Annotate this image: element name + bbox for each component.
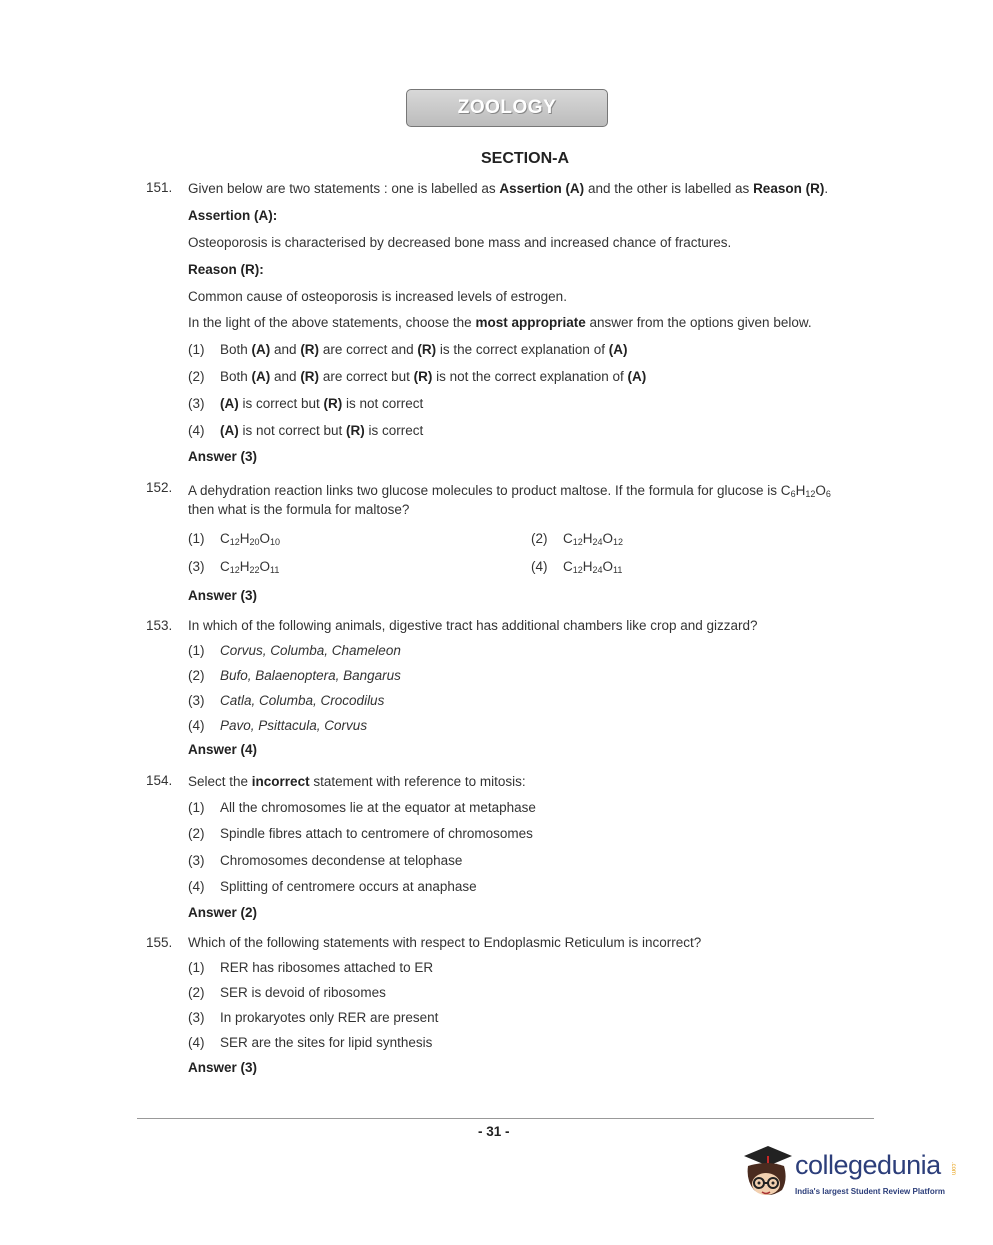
q151-option-3: (3) (A) is correct but (R) is not correct — [188, 396, 424, 411]
q155-answer: Answer (3) — [188, 1060, 258, 1075]
q152-number: 152. — [146, 480, 173, 495]
q151-reason-label: Reason (R): — [188, 262, 264, 277]
logo-tagline: India's largest Student Review Platform — [795, 1187, 945, 1196]
q154-option-3: (3) Chromosomes decondense at telophase — [188, 853, 463, 868]
q153-option-3: (3) Catla, Columba, Crocodilus — [188, 693, 385, 708]
q151-option-4: (4) (A) is not correct but (R) is correct — [188, 423, 424, 438]
q155-option-3: (3) In prokaryotes only RER are present — [188, 1010, 439, 1025]
q154-number: 154. — [146, 773, 173, 788]
q151-instruction: In the light of the above statements, choose the most appropriate answer from the options given below. — [188, 315, 812, 330]
q153-stem: In which of the following animals, digestive tract has additional chambers like crop and gizzard? — [188, 618, 758, 633]
section-heading: SECTION-A — [481, 150, 569, 167]
footer-divider — [137, 1118, 874, 1119]
q154-stem: Select the incorrect statement with reference to mitosis: — [188, 774, 526, 789]
q153-option-1: (1) Corvus, Columba, Chameleon — [188, 643, 401, 658]
q152-option-1: (1) $C_{12}H_{20}O_{10}$ — [188, 531, 281, 547]
q155-option-1: (1) RER has ribosomes attached to ER — [188, 960, 434, 975]
q152-answer: Answer (3) — [188, 588, 258, 603]
subject-banner — [406, 89, 608, 127]
q154-option-1: (1) All the chromosomes lie at the equator at metaphase — [188, 800, 536, 815]
q152-option-4: (4) $C_{12}H_{24}O_{11}$ — [531, 559, 623, 575]
q151-stem: Given below are two statements : one is labelled as Assertion (A) and the other is labelled as Reason (R). — [188, 181, 829, 196]
q154-answer: Answer (2) — [188, 905, 258, 920]
q153-answer: Answer (4) — [188, 742, 258, 757]
q151-option-1: (1) Both (A) and (R) are correct and (R) is the correct explanation of (A) — [188, 342, 628, 357]
q152-stem-line2: then what is the formula for maltose? — [188, 502, 410, 517]
q151-assertion-text: Osteoporosis is characterised by decreased bone mass and increased chance of fractures. — [188, 235, 732, 250]
q154-option-4: (4) Splitting of centromere occurs at anaphase — [188, 879, 477, 894]
q154-option-2: (2) Spindle fibres attach to centromere of chromosomes — [188, 826, 533, 841]
q153-option-2: (2) Bufo, Balaenoptera, Bangarus — [188, 668, 401, 683]
q151-option-2: (2) Both (A) and (R) are correct but (R) is not the correct explanation of (A) — [188, 369, 647, 384]
page-number: - 31 - — [478, 1124, 510, 1139]
q151-answer: Answer (3) — [188, 449, 258, 464]
q152-option-2: (2) $C_{12}H_{24}O_{12}$ — [531, 531, 624, 547]
q155-number: 155. — [146, 935, 173, 950]
logo-com: .com — [950, 1162, 956, 1176]
logo-wordmark: collegedunia — [795, 1150, 941, 1180]
q155-option-4: (4) SER are the sites for lipid synthesis — [188, 1035, 433, 1050]
subject-title: ZOOLOGY — [457, 97, 557, 118]
q153-option-4: (4) Pavo, Psittacula, Corvus — [188, 718, 368, 733]
q152-stem-line1: A dehydration reaction links two glucose molecules to product maltose. If the formula for glucose is $C_6H_{12}O_6$ — [188, 483, 831, 499]
q151-number: 151. — [146, 180, 173, 195]
q151-reason-text: Common cause of osteoporosis is increased levels of estrogen. — [188, 289, 567, 304]
q153-number: 153. — [146, 618, 173, 633]
q155-option-2: (2) SER is devoid of ribosomes — [188, 985, 386, 1000]
collegedunia-mascot-icon — [738, 1140, 798, 1206]
q152-option-3: (3) $C_{12}H_{22}O_{11}$ — [188, 559, 280, 575]
q155-stem: Which of the following statements with respect to Endoplasmic Reticulum is incorrect? — [188, 935, 702, 950]
q151-assertion-label: Assertion (A): — [188, 208, 278, 223]
